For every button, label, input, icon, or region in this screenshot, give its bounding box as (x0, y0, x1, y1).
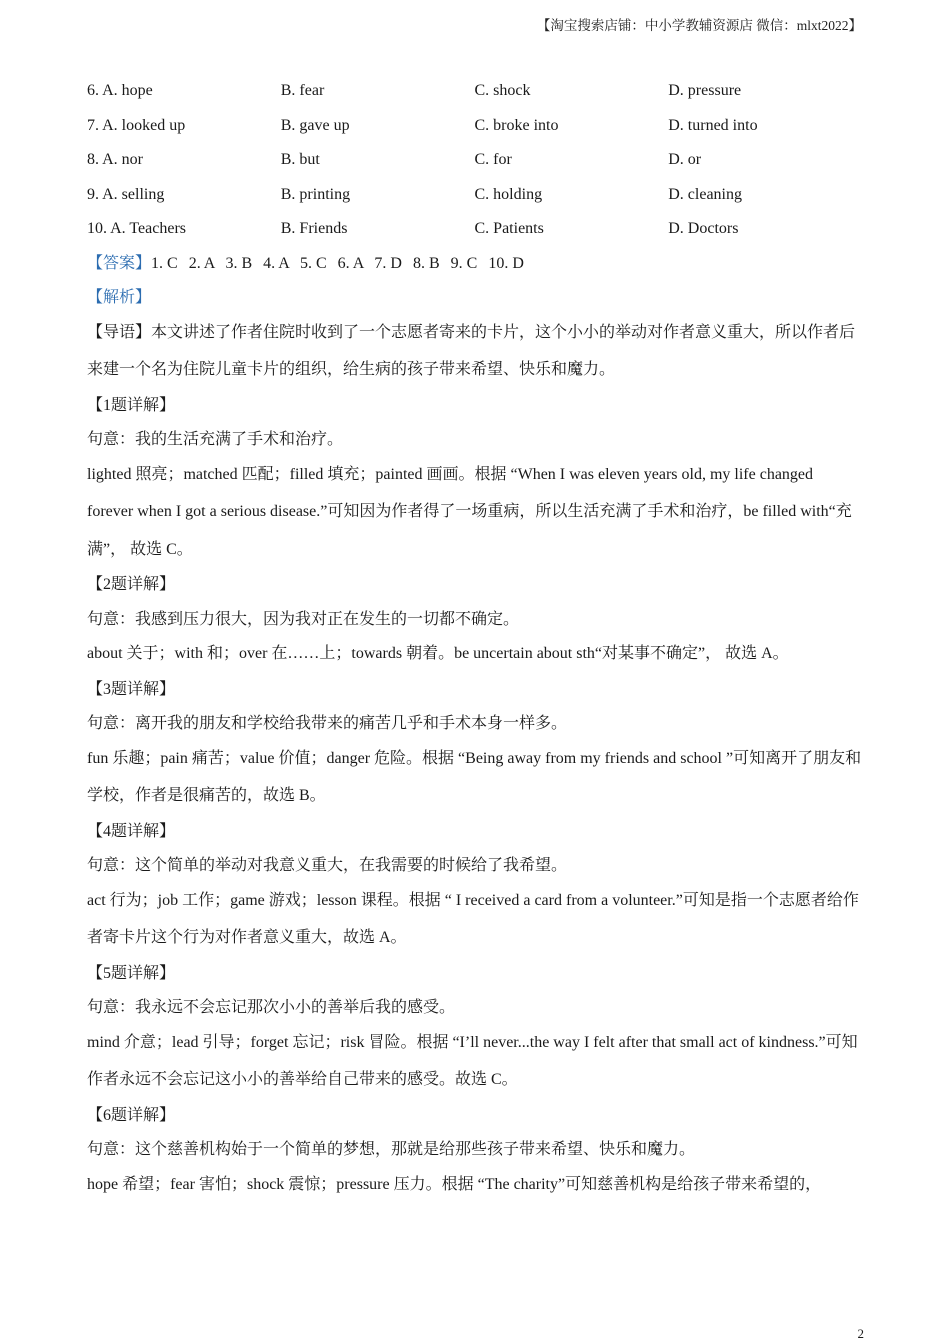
option-row (87, 212, 862, 247)
option-text: C. for (474, 151, 512, 169)
explanation-paragraph: fun 乐趣；pain 痛苦；value 价值；danger 危险。根据 “Being away from my friends and school ”可知离开了朋友和学校，作者是很痛苦的，故选 B。 (87, 749, 862, 804)
question-title: 【4题详解】 (87, 822, 176, 840)
option-cell (475, 220, 669, 238)
explanation-paragraph: about 关于；with 和；over 在……上；towards 朝着。be uncertain about sth“对某事不确定”， 故选 A。 (87, 645, 789, 662)
answer-item: 6. A (337, 254, 364, 272)
option-text: B. but (280, 151, 320, 169)
explanation-paragraph: mind 介意；lead 引导；forget 忘记；risk 冒险。根据 “I’ll never...the way I felt after that small act of kindness.”可知作者永远不会忘记这小小的善举给自己带来的感受。故选 C。 (87, 1033, 858, 1088)
option-cell (87, 186, 281, 204)
option-cell (281, 186, 475, 204)
answer-tag: 【答案】 (87, 254, 152, 272)
option-text: A. looked up (102, 116, 186, 134)
explanation-paragraph: act 行为；job 工作；game 游戏；lesson 课程。根据 “ I received a card from a volunteer.”可知是指一个志愿者给作者寄卡片这个行为对作者意义重大，故选 A。 (87, 891, 859, 946)
document-body (87, 74, 862, 1203)
option-cell (281, 151, 475, 169)
sentence-meaning: 句意：这个慈善机构始于一个简单的梦想，那就是给那些孩子带来希望、快乐和魔力。 (87, 1141, 696, 1158)
options-list (87, 74, 862, 247)
option-text: A. Teachers (110, 220, 187, 238)
option-text: D. Doctors (668, 220, 739, 238)
option-cell (87, 117, 281, 135)
page-number: 2 (857, 1326, 864, 1341)
sentence-meaning: 句意：我的生活充满了手术和治疗。 (87, 431, 344, 448)
question-number: 9. (87, 185, 99, 203)
sentence-meaning: 句意：这个简单的举动对我意义重大，在我需要的时候给了我希望。 (87, 857, 568, 874)
question-details (87, 389, 862, 1204)
answer-item: 5. C (299, 254, 327, 272)
option-text: A. hope (102, 82, 153, 100)
option-row (87, 178, 862, 213)
option-row (87, 143, 862, 178)
option-cell (668, 82, 862, 100)
option-text: B. printing (280, 185, 351, 203)
option-row (87, 109, 862, 144)
answer-item: 7. D (374, 254, 402, 272)
option-cell (475, 82, 669, 100)
option-cell (87, 82, 281, 100)
intro-paragraph: 【导语】本文讲述了作者住院时收到了一个志愿者寄来的卡片，这个小小的举动对作者意义重大，所以作者后来建一个名为住院儿童卡片的组织，给生病的孩子带来希望、快乐和魔力。 (87, 323, 856, 378)
answer-item: 1. C (151, 254, 178, 272)
sentence-meaning: 句意：我感到压力很大，因为我对正在发生的一切都不确定。 (87, 610, 520, 628)
option-cell (668, 220, 862, 238)
option-text: A. selling (102, 185, 165, 203)
option-text: B. fear (280, 82, 325, 100)
answer-item: 10. D (488, 254, 524, 272)
header-note: 【淘宝搜索店铺：中小学教辅资源店 微信：mlxt2022】 (536, 18, 862, 33)
analysis-tag: 【解析】 (87, 289, 152, 306)
option-text: D. pressure (668, 82, 742, 100)
question-number: 10. (87, 220, 107, 238)
option-row (87, 74, 862, 109)
option-cell (87, 220, 281, 238)
answer-item: 2. A (188, 254, 215, 272)
answer-item: 3. B (225, 254, 253, 272)
option-text: C. shock (474, 82, 531, 100)
option-text: B. gave up (280, 116, 350, 134)
option-cell (281, 220, 475, 238)
answer-item: 8. B (412, 254, 440, 272)
option-cell (475, 117, 669, 135)
option-text: D. turned into (668, 116, 758, 134)
option-cell (281, 82, 475, 100)
question-number: 6. (87, 82, 99, 100)
option-text: C. holding (474, 185, 543, 203)
sentence-meaning: 句意：离开我的朋友和学校给我带来的痛苦几乎和手术本身一样多。 (87, 715, 568, 732)
answer-item: 4. A (263, 254, 289, 272)
question-number: 7. (87, 116, 99, 134)
option-cell (475, 186, 669, 204)
question-title: 【5题详解】 (87, 964, 176, 982)
question-number: 8. (87, 151, 99, 169)
option-text: C. broke into (474, 116, 559, 134)
option-text: C. Patients (474, 220, 544, 238)
question-title: 【6题详解】 (87, 1106, 176, 1124)
option-text: B. Friends (280, 220, 348, 238)
option-cell (281, 117, 475, 135)
option-text: D. or (668, 151, 702, 169)
explanation-paragraph: hope 希望；fear 害怕；shock 震惊；pressure 压力。根据 “The charity”可知慈善机构是给孩子带来希望的， (87, 1175, 822, 1193)
option-cell (475, 151, 669, 169)
sentence-meaning: 句意：我永远不会忘记那次小小的善举后我的感受。 (87, 999, 456, 1016)
option-cell (668, 186, 862, 204)
answer-line (87, 247, 862, 282)
option-text: A. nor (102, 151, 144, 169)
explanation-paragraph: lighted 照亮；matched 匹配；filled 填充；painted 画画。根据 “When I was eleven years old, my life changed forever when I got a serious disease.”可知因为作者得了一场重病，所以生活充满了手术和治疗，be filled with“充满”， 故选 C。 (87, 465, 852, 558)
option-cell (668, 117, 862, 135)
option-cell (87, 151, 281, 169)
answer-item: 9. C (450, 254, 478, 272)
question-title: 【3题详解】 (87, 680, 176, 698)
question-title: 【2题详解】 (87, 576, 176, 593)
option-cell (668, 151, 862, 169)
question-title: 【1题详解】 (87, 396, 176, 414)
option-text: D. cleaning (668, 185, 742, 203)
answer-items (151, 255, 524, 272)
